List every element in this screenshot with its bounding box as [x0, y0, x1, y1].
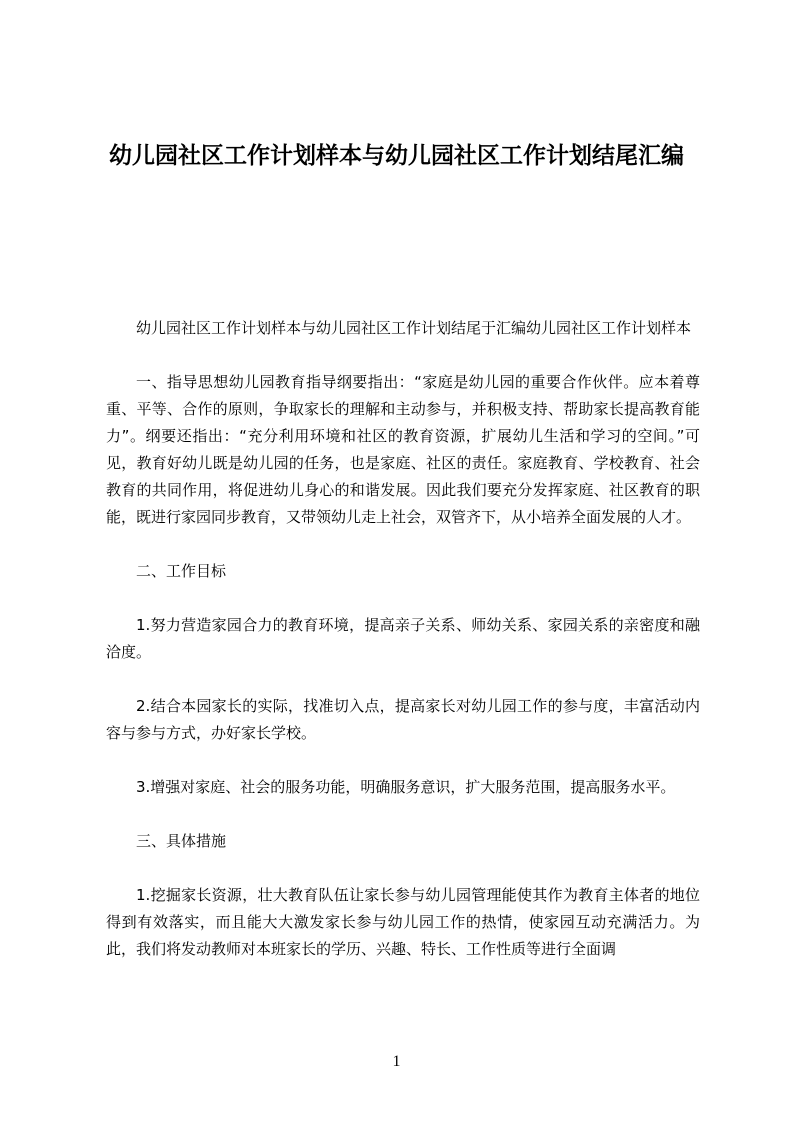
paragraph-guiding-ideology: 一、指导思想幼儿园教育指导纲要指出：“家庭是幼儿园的重要合作伙伴。应本着尊重、平等、合作的原则，争取家长的理解和主动参与，并积极支持、帮助家长提高教育能力”。纲要还指出：“充分利用环境和社区的教育资源，扩展幼儿生活和学习的空间。”可见，教育好幼儿既是幼儿园的任务，也是家庭、社区的责任。家庭教育、学校教育、社会教育的共同作用，将促进幼儿身心的和谐发展。因此我们要充分发挥家庭、社区教育的职能，既进行家园同步教育，又带领幼儿走上社会，双管齐下，从小培养全面发展的人才。: [106, 373, 700, 526]
paragraph-goal-2: 2.结合本园家长的实际，找准切入点，提高家长对幼儿园工作的参与度，丰富活动内容与参与方式，办好家长学校。: [106, 697, 700, 742]
paragraph-goal-3: 3.增强对家庭、社会的服务功能，明确服务意识，扩大服务范围，提高服务水平。: [136, 778, 676, 796]
heading-measures: 三、具体措施: [136, 832, 227, 850]
paragraph-intro: 幼儿园社区工作计划样本与幼儿园社区工作计划结尾于汇编幼儿园社区工作计划样本: [136, 319, 692, 337]
paragraph-measure-1: 1.挖掘家长资源，壮大教育队伍让家长参与幼儿园管理能使其作为教育主体者的地位得到有效落实，而且能大大激发家长参与幼儿园工作的热情，使家园互动充满活力。为此，我们将发动教师对本班家长的学历、兴趣、特长、工作性质等进行全面调: [106, 886, 700, 958]
paragraph-goal-1: 1.努力营造家园合力的教育环境，提高亲子关系、师幼关系、家园关系的亲密度和融洽度。: [106, 616, 700, 661]
page-number: 1: [392, 1053, 401, 1070]
document-body: [106, 315, 700, 963]
document-title: 幼儿园社区工作计划样本与幼儿园社区工作计划结尾汇编: [109, 143, 684, 169]
heading-work-goals: 二、工作目标: [136, 562, 227, 580]
